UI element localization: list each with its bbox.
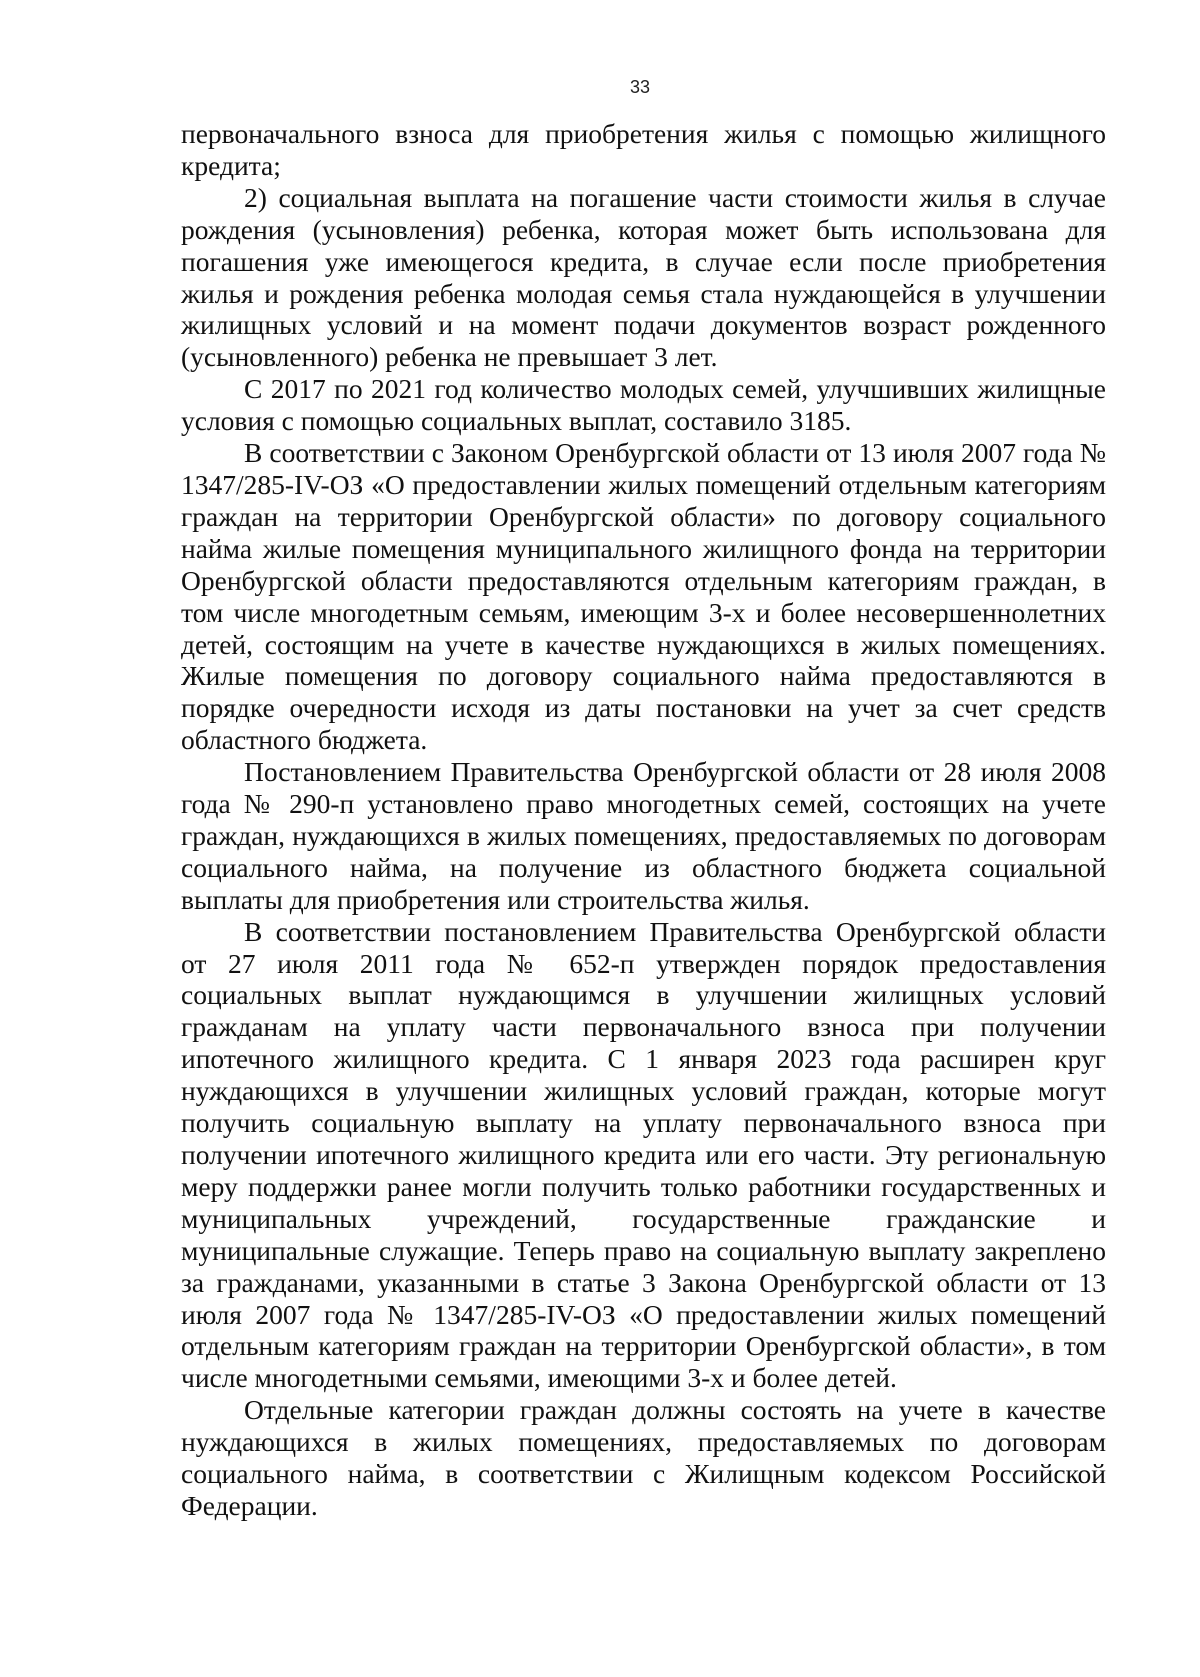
page-number: 33 [629,77,651,97]
paragraph: В соответствии постановлением Правительства Оренбургской области от 27 июля 2011 года № 652-п утвержден порядок предоставления социальных выплат нуждающимся в улучшении жилищных условий гражданам на уплату части первоначального взноса при получении ипотечного жилищного кредита. С 1 января 2023 года расширен круг нуждающихся в улучшении жилищных условий граждан, которые могут получить социальную выплату на уплату первоначального взноса при получении ипотечного жилищного кредита или его части. Эту региональную меру поддержки ранее могли получить только работники государственных и муниципальных учреждений, государственные гражданские и муниципальные служащие. Теперь право на социальную выплату закреплено за гражданами, указанными в статье 3 Закона Оренбургской области от 13 июля 2007 года № 1347/285-IV-ОЗ «О предоставлении жилых помещений отдельным категориям граждан на территории Оренбургской области», в том числе многодетными семьями, имеющими 3-х и более детей. [181,915,1106,1394]
document-body [181,118,1106,1522]
paragraph: В соответствии с Законом Оренбургской области от 13 июля 2007 года № 1347/285-IV-ОЗ «О предоставлении жилых помещений отдельным категориям граждан на территории Оренбургской области» по договору социального найма жилые помещения муниципального жилищного фонда на территории Оренбургской области предоставляются отдельным категориям граждан, в том числе многодетным семьям, имеющим 3-х и более несовершеннолетних детей, состоящим на учете в качестве нуждающихся в жилых помещениях. Жилые помещения по договору социального найма предоставляются в порядке очередности исходя из даты постановки на учет за счет средств областного бюджета. [181,437,1106,756]
paragraph: Постановлением Правительства Оренбургской области от 28 июля 2008 года № 290-п установлено право многодетных семей, состоящих на учете граждан, нуждающихся в жилых помещениях, предоставляемых по договорам социального найма, на получение из областного бюджета социальной выплаты для приобретения или строительства жилья. [181,756,1106,915]
paragraph: первоначального взноса для приобретения жилья с помощью жилищного кредита; [181,118,1106,181]
paragraph: С 2017 по 2021 год количество молодых семей, улучшивших жилищные условия с помощью социальных выплат, составило 3185. [181,373,1106,437]
paragraph: Отдельные категории граждан должны состоять на учете в качестве нуждающихся в жилых помещениях, предоставляемых по договорам социального найма, в соответствии с Жилищным кодексом Российской Федерации. [181,1394,1106,1521]
paragraph: 2) социальная выплата на погашение части стоимости жилья в случае рождения (усыновления) ребенка, которая может быть использована для погашения уже имеющегося кредита, в случае если после приобретения жилья и рождения ребенка молодая семья стала нуждающейся в улучшении жилищных условий и на момент подачи документов возраст рожденного (усыновленного) ребенка не превышает 3 лет. [181,181,1106,373]
